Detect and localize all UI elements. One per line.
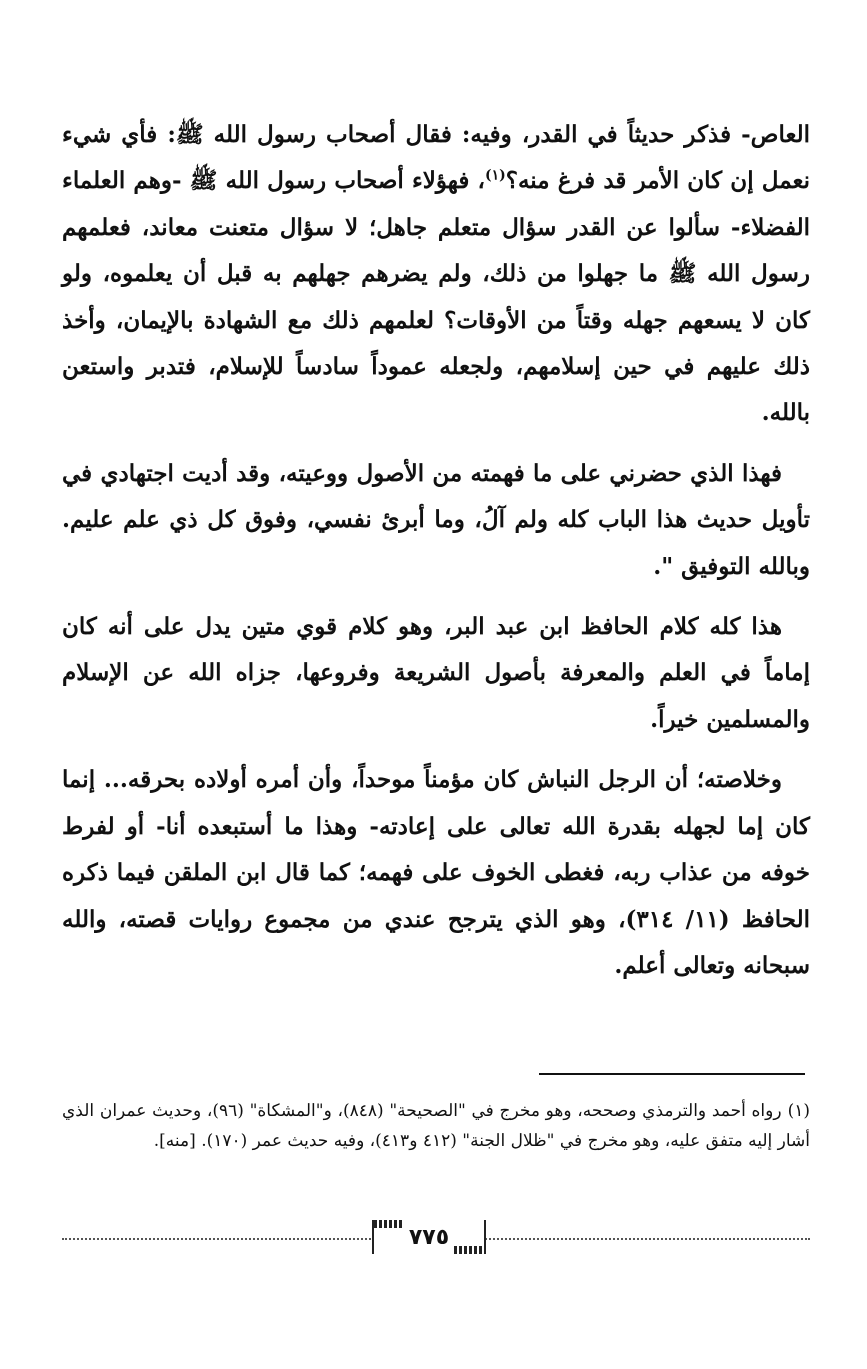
paragraph-3: هذا كله كلام الحافظ ابن عبد البر، وهو كلام قوي متين يدل على أنه كان إماماً في العلم والمعرفة بأصول الشريعة وفروعها، جزاه الله عن الإسلام والمسلمين خيراً. (62, 613, 810, 733)
footnote-text: رواه أحمد والترمذي وصححه، وهو مخرج في "الصحيحة" (٨٤٨)، و"المشكاة" (٩٦)، وحديث عمران الذي أشار إليه متفق عليه، وهو مخرج في "ظلال الجنة" (٤١٢ و٤١٣)، وفيه حديث عمر (١٧٠). [منه]. (62, 1101, 810, 1151)
paragraph-1 (62, 112, 810, 437)
page-number-frame (372, 1220, 486, 1254)
paragraph-2: فهذا الذي حضرني على ما فهمته من الأصول ووعيته، وقد أديت اجتهادي في تأويل حديث هذا الباب كله ولم آلُ، وما أبرئ نفسي، وفوق كل ذي علم عليم. وبالله التوفيق ". (62, 459, 810, 580)
main-text (62, 112, 810, 989)
footnote-separator (539, 1073, 805, 1075)
footnote-1 (62, 1096, 810, 1156)
paragraph-1-continuation: ، فهؤلاء أصحاب رسول الله ﷺ -وهم العلماء الفضلاء- سألوا عن القدر سؤال متعلم جاهل؛ لا سؤال متعنت معاند، فعلمهم رسول الله ﷺ ما جهلوا من ذلك، ولم يضرهم جهلهم به قبل أن يعلموه، ولو كان لا يسعهم جهله وقتاً من الأوقات؟ لعلمهم ذلك مع الشهادة بالإيمان، وأخذ ذلك عليهم في حين إسلامهم، ولجعله عموداً سادساً للإسلام، فتدبر واستعن بالله. (62, 167, 810, 427)
page-number: ٧٧٥ (408, 1224, 450, 1250)
paragraph-1-text: العاص- فذكر حديثاً في القدر، وفيه: فقال أصحاب رسول الله ﷺ: فأي شيء نعمل إن كان الأمر قد فرغ منه؟ (62, 121, 810, 195)
footnote-ref-1[interactable]: (١) (484, 167, 506, 184)
footnotes (62, 1096, 810, 1156)
footnote-number: (١) (787, 1101, 810, 1121)
paragraph-4: وخلاصته؛ أن الرجل النباش كان مؤمناً موحداً، وأن أمره أولاده بحرقه... إنما كان إما لجهله بقدرة الله تعالى على إعادته- وهذا ما أستبعده أنا- أو لفرط خوفه من عذاب ربه، فغطى الخوف على فهمه؛ كما قال ابن الملقن فيما ذكره الحافظ (١١/ ٣١٤)، وهو الذي يترجح عندي من مجموع روايات قصته، والله سبحانه وتعالى أعلم. (62, 766, 810, 979)
